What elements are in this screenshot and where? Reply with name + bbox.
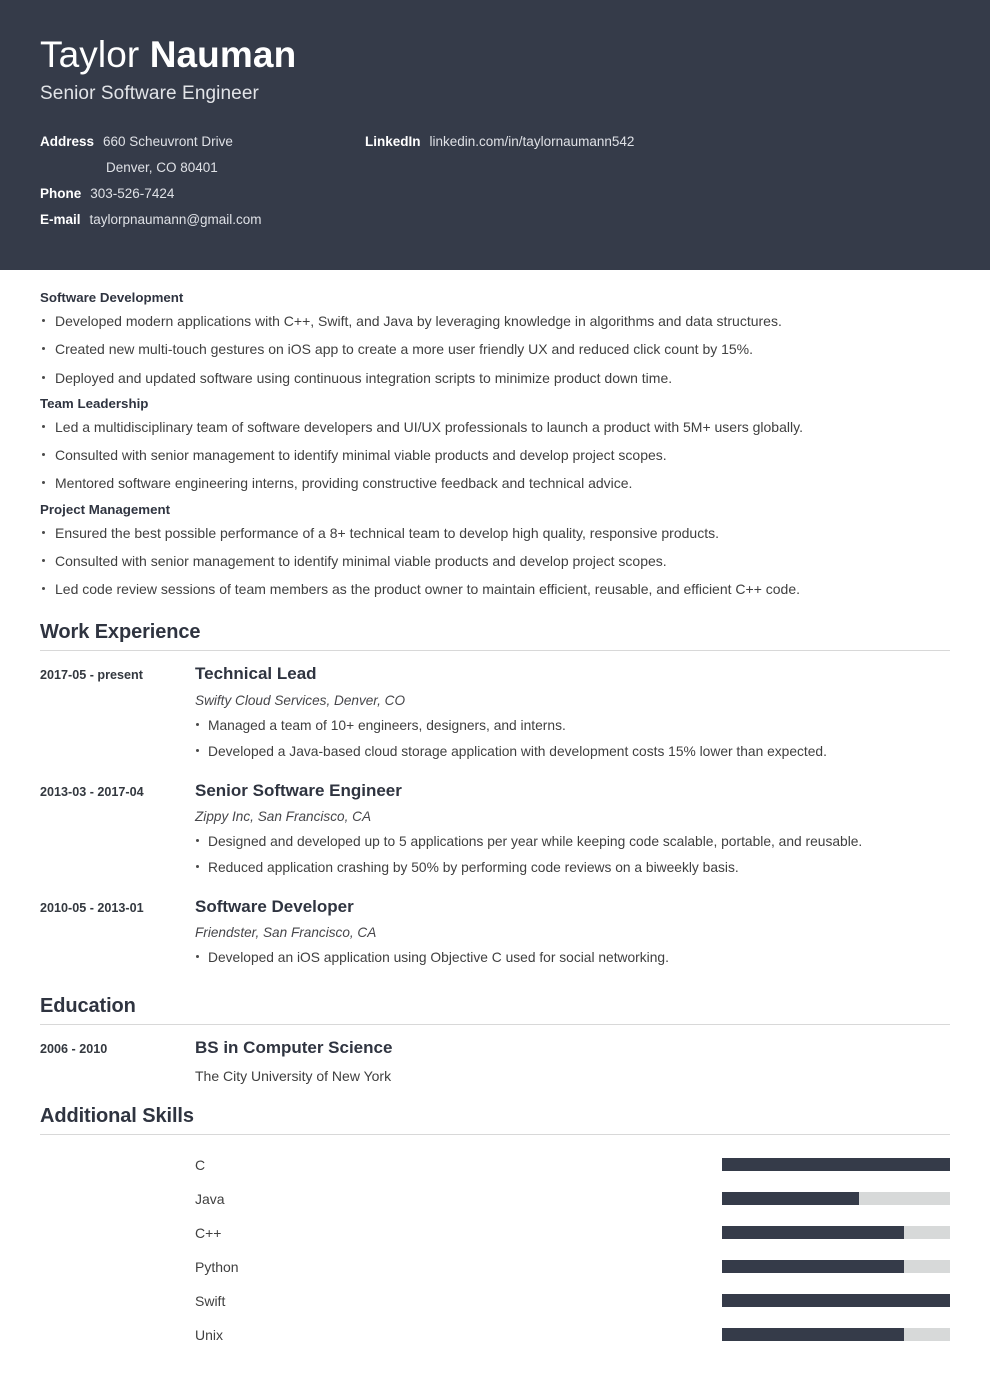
skill-name: Java <box>195 1190 225 1207</box>
address-line-1: 660 Scheuvront Drive <box>103 134 233 150</box>
linkedin-value[interactable]: linkedin.com/in/taylornaumann542 <box>429 134 635 150</box>
first-name: Taylor <box>40 34 140 75</box>
education-entry <box>40 1038 950 1083</box>
work-entry-company: Swifty Cloud Services, Denver, CO <box>195 692 406 708</box>
education-section <box>40 995 950 1083</box>
resume-header <box>0 0 990 270</box>
work-entry-main <box>195 897 950 974</box>
address-line-2: Denver, CO 80401 <box>106 160 218 176</box>
contact-column-left <box>40 134 365 238</box>
skill-name: C <box>195 1156 206 1173</box>
last-name: Nauman <box>149 34 297 75</box>
skill-name: Unix <box>195 1326 224 1343</box>
summary-bullet-list <box>40 417 950 495</box>
list-item: Led code review sessions of team members as the product owner to maintain efficient, reusable, and efficient C++ code. <box>40 579 950 600</box>
work-entry-main <box>195 664 950 767</box>
contact-phone <box>40 186 365 201</box>
list-item: Developed an iOS application using Objective C used for social networking. <box>195 948 950 969</box>
summary-group-title: Software Development <box>40 290 184 305</box>
summary-group <box>40 502 950 601</box>
work-entry-date: 2013-03 - 2017-04 <box>40 784 144 799</box>
list-item: Consulted with senior management to identify minimal viable products and develop project scopes. <box>40 445 950 466</box>
work-entry-bullets <box>195 832 950 879</box>
address-label: Address <box>40 134 95 150</box>
skills-list <box>40 1148 950 1352</box>
candidate-job-title: Senior Software Engineer <box>40 83 259 105</box>
contact-email <box>40 212 365 227</box>
candidate-name <box>40 34 950 75</box>
summary-bullet-list <box>40 311 950 389</box>
work-entry-title: Technical Lead <box>195 664 317 684</box>
summary-group-title: Project Management <box>40 501 171 517</box>
phone-value: 303-526-7424 <box>90 186 175 202</box>
education-entry-date: 2006 - 2010 <box>40 1042 108 1057</box>
skill-level-track <box>722 1328 950 1341</box>
skill-row <box>40 1148 950 1182</box>
work-entry-date: 2017-05 - present <box>40 668 143 683</box>
work-entry-main <box>195 781 950 884</box>
skill-level-track <box>722 1158 950 1171</box>
work-entry-bullets <box>195 716 950 763</box>
phone-label: Phone <box>40 186 82 202</box>
email-label: E-mail <box>40 212 81 228</box>
list-item: Led a multidisciplinary team of software developers and UI/UX professionals to launch a product with 5M+ users globally. <box>40 417 950 438</box>
skill-row <box>40 1284 950 1318</box>
skill-level-fill <box>722 1158 950 1171</box>
additional-skills-section <box>40 1105 950 1352</box>
list-item: Reduced application crashing by 50% by performing code reviews on a biweekly basis. <box>195 858 950 879</box>
list-item: Consulted with senior management to identify minimal viable products and develop project scopes. <box>40 551 950 572</box>
skill-level-fill <box>722 1328 904 1341</box>
work-entry-company: Zippy Inc, San Francisco, CA <box>195 809 372 825</box>
skill-row <box>40 1182 950 1216</box>
skill-level-fill <box>722 1192 859 1205</box>
summary-section <box>40 290 950 600</box>
education-entry-main <box>195 1038 950 1083</box>
summary-group <box>40 396 950 495</box>
list-item: Developed modern applications with C++, Swift, and Java by leveraging knowledge in algorithms and data structures. <box>40 311 950 332</box>
summary-bullet-list <box>40 523 950 601</box>
section-divider <box>40 1134 950 1135</box>
summary-group-title: Team Leadership <box>40 395 149 411</box>
education-entry-school: The City University of New York <box>195 1067 392 1084</box>
list-item: Deployed and updated software using continuous integration scripts to minimize product down time. <box>40 368 950 389</box>
contact-column-right <box>365 134 950 238</box>
contact-linkedin <box>365 134 950 149</box>
work-entry-title: Senior Software Engineer <box>195 780 402 800</box>
skill-name: Swift <box>195 1292 226 1309</box>
skill-name: Python <box>195 1258 239 1275</box>
work-entry-title: Software Developer <box>195 897 354 917</box>
skill-level-fill <box>722 1226 904 1239</box>
skill-level-track <box>722 1294 950 1307</box>
list-item: Developed a Java-based cloud storage application with development costs 15% lower than expected. <box>195 742 950 763</box>
work-experience-section <box>40 621 950 974</box>
skill-level-fill <box>722 1260 904 1273</box>
section-heading-work-experience: Work Experience <box>40 621 201 644</box>
resume-body <box>0 270 990 1352</box>
section-heading-education: Education <box>40 995 136 1018</box>
skill-row <box>40 1250 950 1284</box>
skill-level-track <box>722 1226 950 1239</box>
list-item: Mentored software engineering interns, providing constructive feedback and technical advice. <box>40 473 950 494</box>
list-item: Designed and developed up to 5 applications per year while keeping code scalable, portable, and reusable. <box>195 832 950 853</box>
section-divider <box>40 1024 950 1025</box>
contact-address <box>40 134 365 149</box>
linkedin-label: LinkedIn <box>365 134 421 150</box>
email-value[interactable]: taylorpnaumann@gmail.com <box>89 212 262 228</box>
summary-group <box>40 290 950 389</box>
list-item: Managed a team of 10+ engineers, designers, and interns. <box>195 716 950 737</box>
section-divider <box>40 650 950 651</box>
list-item: Ensured the best possible performance of a 8+ technical team to develop high quality, responsive products. <box>40 523 950 544</box>
skill-name: C++ <box>195 1224 222 1241</box>
work-entry-bullets <box>195 948 950 969</box>
work-entry-company: Friendster, San Francisco, CA <box>195 925 377 941</box>
skill-row <box>40 1318 950 1352</box>
education-entry-degree: BS in Computer Science <box>195 1038 393 1058</box>
work-entry <box>40 897 950 974</box>
work-entry-date: 2010-05 - 2013-01 <box>40 901 144 916</box>
work-entry <box>40 781 950 884</box>
skill-row <box>40 1216 950 1250</box>
skill-level-fill <box>722 1294 950 1307</box>
skill-level-track <box>722 1260 950 1273</box>
work-entry <box>40 664 950 767</box>
section-heading-additional-skills: Additional Skills <box>40 1104 194 1127</box>
list-item: Created new multi-touch gestures on iOS app to create a more user friendly UX and reduced click count by 15%. <box>40 339 950 360</box>
skill-level-track <box>722 1192 950 1205</box>
contact-grid <box>40 134 950 238</box>
